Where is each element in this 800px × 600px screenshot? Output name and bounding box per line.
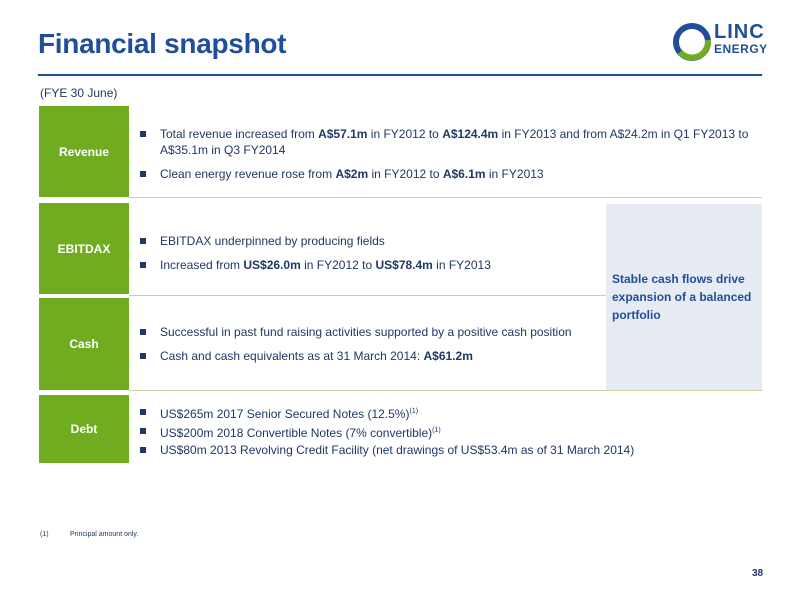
bullet-square-icon [140,131,146,137]
list-item [140,126,760,158]
debt-bullets [140,404,760,459]
row-divider [129,197,762,198]
row-divider [129,390,762,391]
bullet-square-icon [140,171,146,177]
list-item [140,423,760,441]
text: US$80m 2013 Revolving Credit Facility (net drawings of US$53.4m as of 31 March 2014) [160,443,635,457]
text: Clean energy revenue rose from [160,167,336,181]
text: in FY2013 and from A$24.2m in Q1 FY2013 to A$35.1m in Q3 FY2014 [160,127,749,157]
list-item [140,404,760,422]
text: EBITDAX underpinned by producing fields [160,234,385,248]
ebitdax-fy2012-value: US$26.0m [243,258,301,272]
list-item [140,233,600,249]
list-item [140,324,600,340]
clean-energy-fy2013-value: A$6.1m [442,167,486,181]
text: in FY2012 to [368,167,443,181]
clean-energy-fy2012-value: A$2m [335,167,369,181]
linc-energy-logo [672,20,768,66]
text: Increased from [160,258,244,272]
bullet-square-icon [140,428,146,434]
bullet-square-icon [140,353,146,359]
summary-box [606,204,762,390]
row-label-cash: Cash [39,298,129,390]
footnote-ref: (1) [432,427,441,434]
bullet-square-icon [140,409,146,415]
fye-note: (FYE 30 June) [40,86,118,100]
list-item [140,348,600,364]
text: in FY2013 [432,258,491,272]
list-item [140,166,760,182]
bullet-square-icon [140,329,146,335]
footnote-number: (1) [40,531,49,538]
summary-text: Stable cash flows drive expansion of a balanced portfolio [612,272,752,322]
revenue-fy2013-value: A$124.4m [442,127,499,141]
cash-bullets [140,324,600,372]
row-label-revenue: Revenue [39,106,129,197]
logo-text-linc: LINC [714,21,765,43]
logo-ring-icon [672,22,712,62]
bullet-square-icon [140,238,146,244]
text: in FY2012 to [367,127,443,141]
text: in FY2013 [485,167,544,181]
text: Successful in past fund raising activities supported by a positive cash position [160,325,572,339]
text: Total revenue increased from [160,127,319,141]
revenue-fy2012-value: A$57.1m [318,127,368,141]
footnote-text: Principal amount only. [70,531,139,538]
list-item [140,257,600,273]
footnote-ref: (1) [409,408,419,415]
ebitdax-fy2013-value: US$78.4m [375,258,433,272]
ebitdax-bullets [140,233,600,281]
row-divider [129,295,606,296]
row-label-ebitdax: EBITDAX [39,203,129,294]
text: Cash and cash equivalents as at 31 March 2014: [160,349,424,363]
page-title: Financial snapshot [38,28,287,59]
bullet-square-icon [140,262,146,268]
revenue-bullets [140,126,760,190]
logo-text-energy: ENERGY [714,42,768,56]
bullet-square-icon [140,447,146,453]
header-rule [38,74,762,76]
cash-value: A$61.2m [423,349,473,363]
text: US$265m 2017 Senior Secured Notes (12.5%) [160,407,410,421]
list-item [140,442,760,458]
row-label-debt: Debt [39,395,129,463]
page-number: 38 [752,568,764,579]
text: in FY2012 to [300,258,376,272]
text: US$200m 2018 Convertible Notes (7% convertible) [160,426,433,440]
